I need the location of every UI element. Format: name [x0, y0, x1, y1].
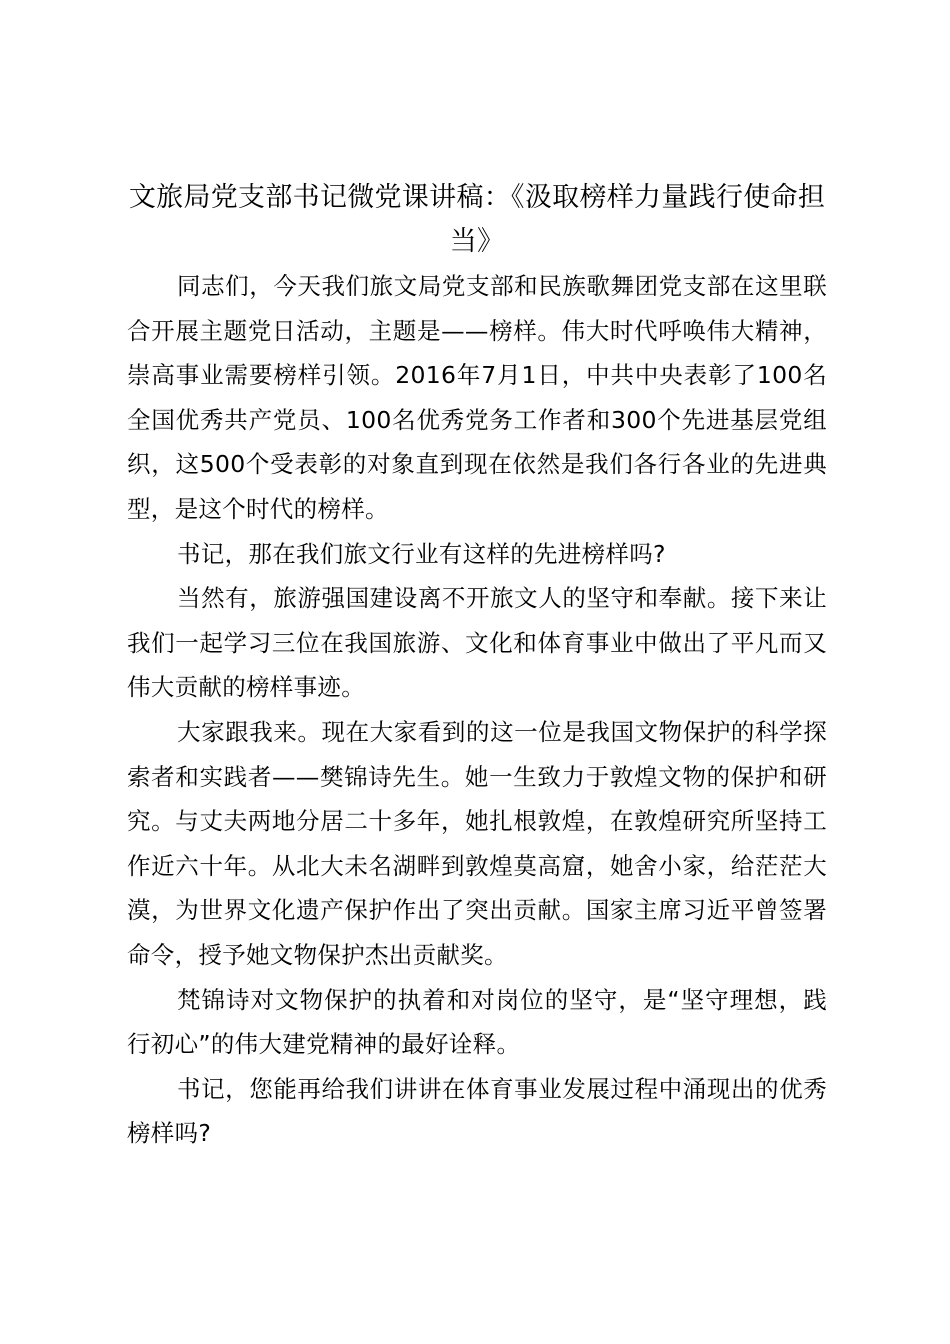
paragraph: 书记，那在我们旅文行业有这样的先进榜样吗? — [177, 539, 666, 568]
document-page — [127, 176, 827, 1156]
paragraph: 大家跟我来。现在大家看到的这一位是我国文物保护的科学探索者和实践者——樊锦诗先生。她一生致力于敦煌文物的保护和研究。与丈夫两地分居二十多年，她扎根敦煌，在敦煌研究所坚持工作近六十年。从北大未名湖畔到敦煌莫高窟，她舍小家，给茫茫大漠，为世界文化遗产保护作出了突出贡献。国家主席习近平曾签署命令，授予她文物保护杰出贡献奖。 — [127, 717, 827, 969]
paragraph: 梵锦诗对文物保护的执着和对岗位的坚守，是“坚守理想，践行初心”的伟大建党精神的最好诠释。 — [127, 985, 827, 1059]
document-title: 文旅局党支部书记微党课讲稿：《汲取榜样力量践行使命担当》 — [128, 182, 826, 257]
paragraph: 同志们，今天我们旅文局党支部和民族歌舞团党支部在这里联合开展主题党日活动，主题是——榜样。伟大时代呼唤伟大精神，崇高事业需要榜样引领。2016年7月1日，中共中央表彰了100名全国优秀共产党员、100名优秀党务工作者和300个先进基层党组织，这500个受表彰的对象直到现在依然是我们各行各业的先进典型，是这个时代的榜样。 — [127, 272, 827, 523]
paragraph: 书记，您能再给我们讲讲在体育事业发展过程中涌现出的优秀榜样吗? — [127, 1074, 827, 1148]
paragraph: 当然有，旅游强国建设离不开旅文人的坚守和奉献。接下来让我们一起学习三位在我国旅游、文化和体育事业中做出了平凡而又伟大贡献的榜样事迹。 — [127, 584, 827, 702]
